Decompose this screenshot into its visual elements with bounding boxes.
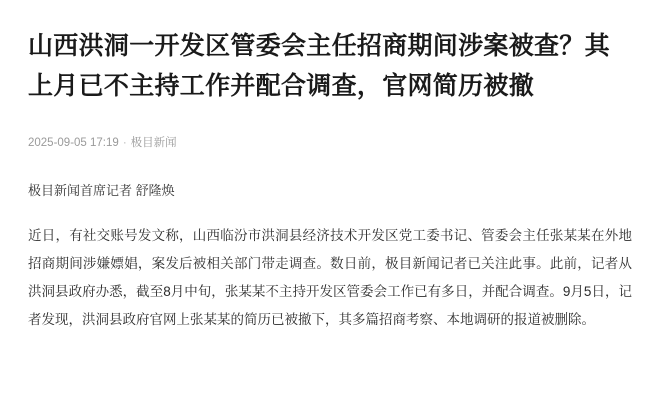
- article-source: 极目新闻: [130, 137, 177, 149]
- meta-separator: ·: [122, 137, 127, 149]
- article-body: [28, 222, 632, 334]
- page-title: 山西洪洞一开发区管委会主任招商期间涉案被查？其上月已不主持工作并配合调查，官网简历被撤: [28, 32, 610, 100]
- article-paragraph: 近日，有社交账号发文称，山西临汾市洪洞县经济技术开发区党工委书记、管委会主任张某某在外地招商期间涉嫌嫖娼，案发后被相关部门带走调查。数日前，极目新闻记者已关注此事。此前，记者从洪洞县政府办悉，截至8月中旬，张某某不主持开发区管委会工作已有多日，并配合调查。9月5日，记者发现，洪洞县政府官网上张某某的简历已被撤下，其多篇招商考察、本地调研的报道被删除。: [28, 228, 632, 327]
- publish-timestamp: 2025-09-05 17:19: [28, 137, 119, 149]
- article-meta: [28, 134, 632, 152]
- article-byline: 极目新闻首席记者 舒隆焕: [28, 183, 175, 198]
